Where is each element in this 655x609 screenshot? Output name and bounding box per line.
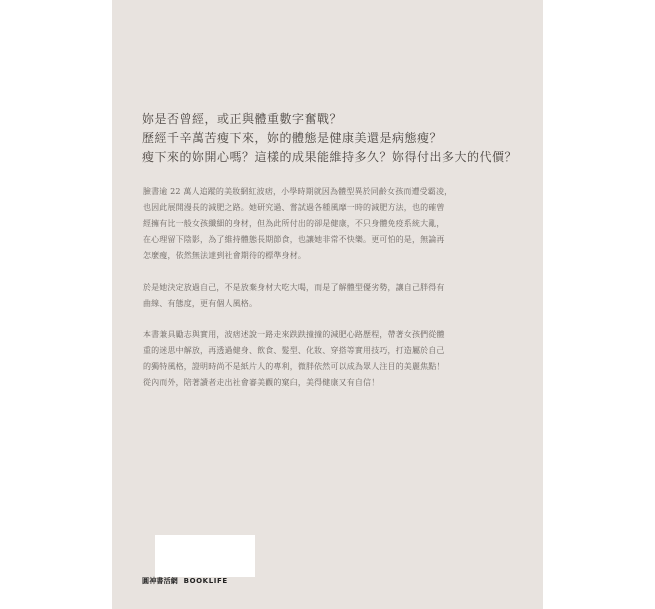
headline-questions [142, 110, 522, 167]
paragraph-line: 在心理留下陰影，為了維持體態長期節食，也讓她非常不快樂。更可怕的是，無論再 [143, 235, 445, 244]
paragraph-line: 重的迷思中解放，再透過健身、飲食、髮型、化妝、穿搭等實用技巧，打造屬於自己 [143, 346, 445, 355]
paragraph-line: 本書兼具勵志與實用，波痞述說一路走來跌跌撞撞的減肥心路歷程，帶著女孩們從體 [143, 330, 445, 339]
barcode-placeholder [155, 535, 255, 577]
publisher-logo [142, 576, 228, 586]
paragraph-line: 曲線、有態度，更有個人風格。 [143, 299, 258, 308]
publisher-brand: BOOKLIFE [183, 577, 228, 585]
paragraph-line: 的獨特風格，證明時尚不是紙片人的專利，微胖依然可以成為眾人注目的美麗焦點！ [143, 362, 445, 371]
publisher-name: 圓神書活網 [142, 577, 178, 585]
paragraph-line: 從內而外，陪著讀者走出社會審美觀的窠臼，美得健康又有自信！ [143, 378, 380, 387]
paragraph-intro [143, 184, 505, 264]
paragraph-line: 怎麼瘦，依然無法達到社會期待的標準身材。 [143, 251, 306, 260]
paragraph-decision [143, 280, 505, 312]
paragraph-line: 於是她決定放過自己，不是放棄身材大吃大喝，而是了解體型優劣勢，讓自己胖得有 [143, 283, 445, 292]
headline-line: 妳是否曾經，或正與體重數字奮戰？ [142, 112, 343, 126]
headline-line: 瘦下來的妳開心嗎？這樣的成果能維持多久？妳得付出多大的代價？ [142, 150, 518, 164]
paragraph-line: 臉書逾 22 萬人追蹤的美妝網紅波痞，小學時期就因為體型異於同齡女孩而遭受霸凌， [143, 187, 453, 196]
paragraph-book-summary [143, 327, 505, 391]
headline-line: 歷經千辛萬苦瘦下來，妳的體態是健康美還是病態瘦？ [142, 131, 443, 145]
paragraph-line: 經擁有比一般女孩纖細的身材，但為此所付出的卻是健康，不只身體免疫系統大亂， [143, 219, 445, 228]
paragraph-line: 也因此展開漫長的減肥之路。她研究過、嘗試過各種風靡一時的減肥方法，也的確曾 [143, 203, 445, 212]
